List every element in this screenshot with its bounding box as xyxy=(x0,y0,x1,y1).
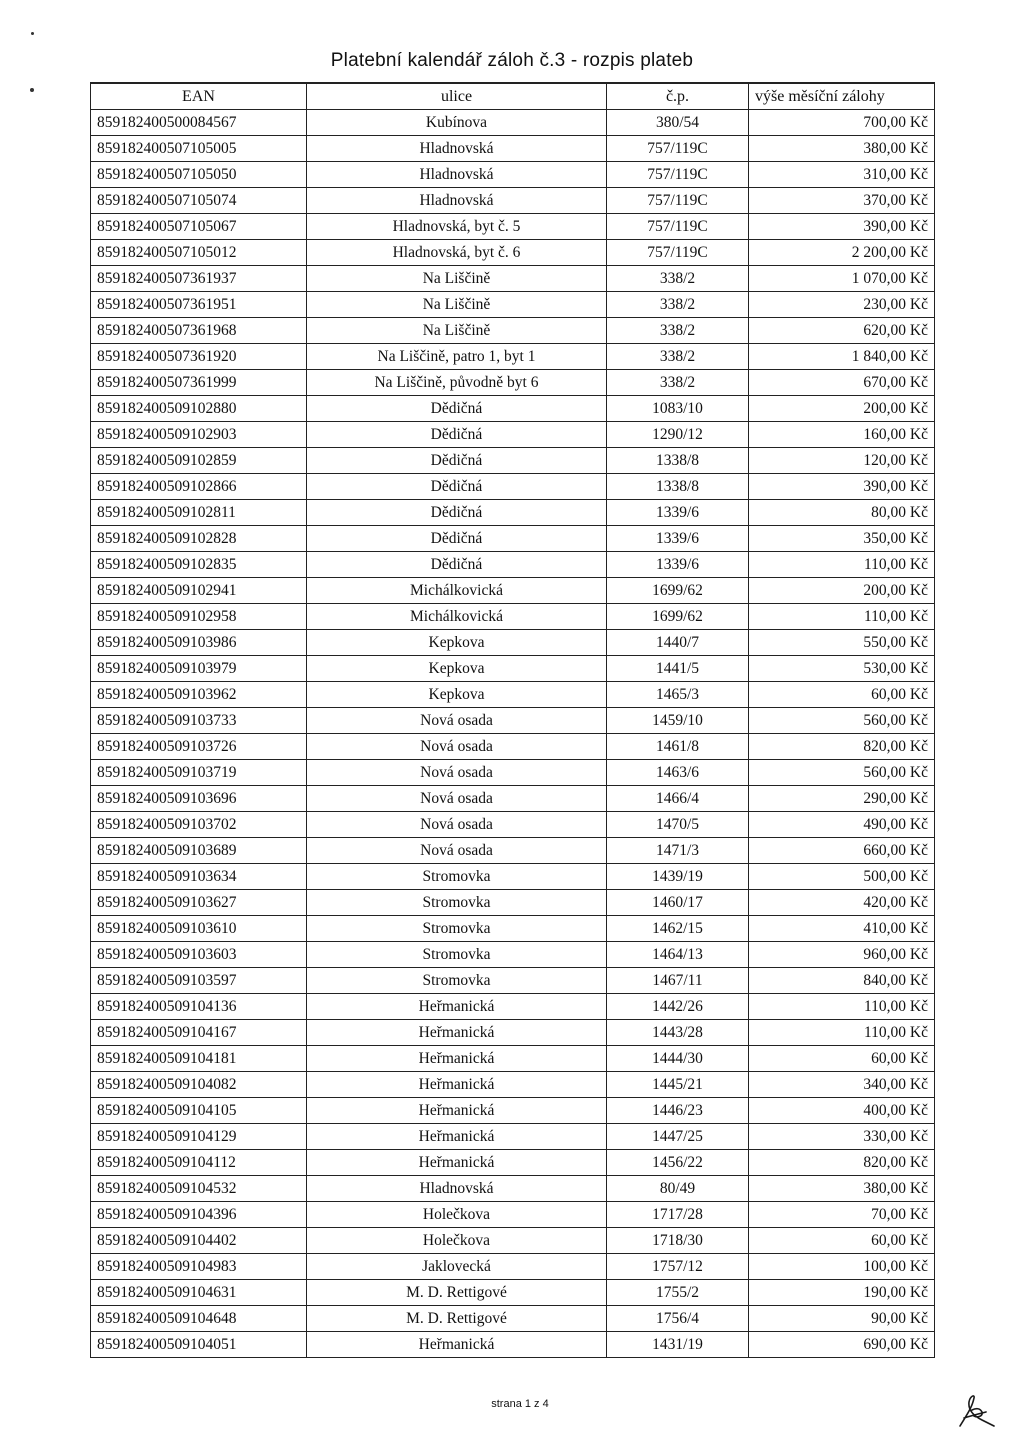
table-row xyxy=(91,812,935,838)
table-row xyxy=(91,994,935,1020)
cell-ean: 859182400507105050 xyxy=(91,162,307,188)
cell-monthly-deposit: 340,00 Kč xyxy=(749,1072,935,1098)
cell-monthly-deposit: 230,00 Kč xyxy=(749,292,935,318)
cell-ulice: Na Liščině, patro 1, byt 1 xyxy=(307,344,607,370)
cell-ulice: Michálkovická xyxy=(307,604,607,630)
cell-monthly-deposit: 620,00 Kč xyxy=(749,318,935,344)
cell-monthly-deposit: 90,00 Kč xyxy=(749,1306,935,1332)
table-row xyxy=(91,1098,935,1124)
cell-ulice: Hladnovská xyxy=(307,1176,607,1202)
cell-cp: 1466/4 xyxy=(607,786,749,812)
cell-cp: 1699/62 xyxy=(607,604,749,630)
cell-cp: 1440/7 xyxy=(607,630,749,656)
cell-monthly-deposit: 110,00 Kč xyxy=(749,1020,935,1046)
cell-ulice: Na Liščině xyxy=(307,292,607,318)
cell-ean: 859182400509103726 xyxy=(91,734,307,760)
cell-cp: 757/119C xyxy=(607,214,749,240)
cell-monthly-deposit: 110,00 Kč xyxy=(749,552,935,578)
cell-ean: 859182400500084567 xyxy=(91,110,307,136)
cell-ulice: Heřmanická xyxy=(307,994,607,1020)
cell-cp: 1339/6 xyxy=(607,526,749,552)
cell-cp: 1717/28 xyxy=(607,1202,749,1228)
cell-ean: 859182400509104051 xyxy=(91,1332,307,1358)
header-ean: EAN xyxy=(91,83,307,110)
cell-ean: 859182400509104402 xyxy=(91,1228,307,1254)
cell-cp: 1699/62 xyxy=(607,578,749,604)
cell-monthly-deposit: 390,00 Kč xyxy=(749,474,935,500)
cell-monthly-deposit: 200,00 Kč xyxy=(749,396,935,422)
cell-cp: 338/2 xyxy=(607,344,749,370)
table-row xyxy=(91,266,935,292)
cell-ean: 859182400509104136 xyxy=(91,994,307,1020)
cell-monthly-deposit: 60,00 Kč xyxy=(749,682,935,708)
cell-ean: 859182400509104983 xyxy=(91,1254,307,1280)
cell-monthly-deposit: 2 200,00 Kč xyxy=(749,240,935,266)
cell-cp: 1462/15 xyxy=(607,916,749,942)
cell-ulice: Heřmanická xyxy=(307,1046,607,1072)
cell-ulice: Nová osada xyxy=(307,760,607,786)
table-row xyxy=(91,318,935,344)
table-row xyxy=(91,968,935,994)
table-row xyxy=(91,422,935,448)
table-body xyxy=(91,110,935,1358)
cell-monthly-deposit: 110,00 Kč xyxy=(749,604,935,630)
cell-ulice: Hladnovská, byt č. 5 xyxy=(307,214,607,240)
table-row xyxy=(91,578,935,604)
table-row xyxy=(91,708,935,734)
cell-ulice: Hladnovská xyxy=(307,188,607,214)
cell-monthly-deposit: 960,00 Kč xyxy=(749,942,935,968)
table-row xyxy=(91,474,935,500)
cell-cp: 1339/6 xyxy=(607,500,749,526)
cell-ulice: Stromovka xyxy=(307,916,607,942)
table-row xyxy=(91,396,935,422)
scan-speck xyxy=(31,32,34,35)
cell-ean: 859182400509103696 xyxy=(91,786,307,812)
table-row xyxy=(91,1332,935,1358)
cell-ulice: Stromovka xyxy=(307,942,607,968)
table-row xyxy=(91,786,935,812)
table-row xyxy=(91,344,935,370)
cell-cp: 1757/12 xyxy=(607,1254,749,1280)
cell-monthly-deposit: 380,00 Kč xyxy=(749,1176,935,1202)
cell-cp: 757/119C xyxy=(607,136,749,162)
cell-monthly-deposit: 1 070,00 Kč xyxy=(749,266,935,292)
cell-monthly-deposit: 660,00 Kč xyxy=(749,838,935,864)
cell-ean: 859182400509104631 xyxy=(91,1280,307,1306)
table-row xyxy=(91,630,935,656)
cell-ean: 859182400509103627 xyxy=(91,890,307,916)
table-row xyxy=(91,1254,935,1280)
cell-monthly-deposit: 60,00 Kč xyxy=(749,1228,935,1254)
table-row xyxy=(91,1150,935,1176)
table-row xyxy=(91,1124,935,1150)
cell-cp: 338/2 xyxy=(607,292,749,318)
table-row xyxy=(91,864,935,890)
cell-ean: 859182400507105067 xyxy=(91,214,307,240)
cell-monthly-deposit: 670,00 Kč xyxy=(749,370,935,396)
cell-ulice: M. D. Rettigové xyxy=(307,1306,607,1332)
table-header-row xyxy=(91,83,935,110)
cell-ulice: Dědičná xyxy=(307,474,607,500)
cell-ean: 859182400509103979 xyxy=(91,656,307,682)
cell-cp: 1439/19 xyxy=(607,864,749,890)
cell-cp: 1456/22 xyxy=(607,1150,749,1176)
cell-ulice: Holečkova xyxy=(307,1228,607,1254)
cell-monthly-deposit: 390,00 Kč xyxy=(749,214,935,240)
cell-cp: 1756/4 xyxy=(607,1306,749,1332)
cell-cp: 757/119C xyxy=(607,162,749,188)
cell-cp: 338/2 xyxy=(607,266,749,292)
table-row xyxy=(91,604,935,630)
table-row xyxy=(91,292,935,318)
cell-ean: 859182400509103689 xyxy=(91,838,307,864)
table-row xyxy=(91,838,935,864)
table-row xyxy=(91,682,935,708)
cell-cp: 380/54 xyxy=(607,110,749,136)
cell-ulice: Hladnovská xyxy=(307,136,607,162)
cell-ean: 859182400509104167 xyxy=(91,1020,307,1046)
cell-ulice: M. D. Rettigové xyxy=(307,1280,607,1306)
cell-ean: 859182400507361999 xyxy=(91,370,307,396)
cell-monthly-deposit: 310,00 Kč xyxy=(749,162,935,188)
cell-cp: 1471/3 xyxy=(607,838,749,864)
cell-ean: 859182400509104129 xyxy=(91,1124,307,1150)
cell-monthly-deposit: 1 840,00 Kč xyxy=(749,344,935,370)
cell-cp: 1446/23 xyxy=(607,1098,749,1124)
table-row xyxy=(91,1046,935,1072)
cell-ulice: Kepkova xyxy=(307,682,607,708)
table-row xyxy=(91,214,935,240)
cell-ulice: Heřmanická xyxy=(307,1124,607,1150)
payment-schedule-table xyxy=(90,82,935,1358)
cell-cp: 80/49 xyxy=(607,1176,749,1202)
cell-ean: 859182400509104532 xyxy=(91,1176,307,1202)
cell-monthly-deposit: 380,00 Kč xyxy=(749,136,935,162)
cell-ean: 859182400509103962 xyxy=(91,682,307,708)
cell-ulice: Dědičná xyxy=(307,552,607,578)
cell-ulice: Dědičná xyxy=(307,422,607,448)
cell-ean: 859182400509102866 xyxy=(91,474,307,500)
cell-cp: 1463/6 xyxy=(607,760,749,786)
cell-ean: 859182400509102828 xyxy=(91,526,307,552)
handwritten-signature-icon xyxy=(952,1386,998,1432)
cell-ulice: Heřmanická xyxy=(307,1020,607,1046)
cell-monthly-deposit: 60,00 Kč xyxy=(749,1046,935,1072)
table-row xyxy=(91,734,935,760)
cell-ean: 859182400509104396 xyxy=(91,1202,307,1228)
cell-ean: 859182400509104181 xyxy=(91,1046,307,1072)
cell-ean: 859182400507105074 xyxy=(91,188,307,214)
table-row xyxy=(91,110,935,136)
cell-cp: 1447/25 xyxy=(607,1124,749,1150)
table-row xyxy=(91,526,935,552)
table-row xyxy=(91,370,935,396)
cell-cp: 1338/8 xyxy=(607,448,749,474)
cell-ulice: Nová osada xyxy=(307,734,607,760)
cell-ean: 859182400507105005 xyxy=(91,136,307,162)
cell-monthly-deposit: 80,00 Kč xyxy=(749,500,935,526)
cell-ean: 859182400509103733 xyxy=(91,708,307,734)
cell-cp: 1470/5 xyxy=(607,812,749,838)
cell-cp: 1443/28 xyxy=(607,1020,749,1046)
cell-monthly-deposit: 190,00 Kč xyxy=(749,1280,935,1306)
table-row xyxy=(91,1306,935,1332)
cell-cp: 1339/6 xyxy=(607,552,749,578)
table-row xyxy=(91,1202,935,1228)
cell-cp: 1467/11 xyxy=(607,968,749,994)
cell-monthly-deposit: 330,00 Kč xyxy=(749,1124,935,1150)
cell-ulice: Hladnovská xyxy=(307,162,607,188)
cell-monthly-deposit: 550,00 Kč xyxy=(749,630,935,656)
cell-ulice: Dědičná xyxy=(307,448,607,474)
cell-ulice: Nová osada xyxy=(307,812,607,838)
cell-ean: 859182400509104112 xyxy=(91,1150,307,1176)
cell-ean: 859182400509102811 xyxy=(91,500,307,526)
cell-ean: 859182400509102958 xyxy=(91,604,307,630)
table-row xyxy=(91,1072,935,1098)
cell-cp: 1459/10 xyxy=(607,708,749,734)
cell-ulice: Michálkovická xyxy=(307,578,607,604)
header-cp: č.p. xyxy=(607,83,749,110)
cell-cp: 1442/26 xyxy=(607,994,749,1020)
cell-monthly-deposit: 420,00 Kč xyxy=(749,890,935,916)
cell-cp: 757/119C xyxy=(607,240,749,266)
cell-monthly-deposit: 160,00 Kč xyxy=(749,422,935,448)
cell-monthly-deposit: 820,00 Kč xyxy=(749,734,935,760)
table-row xyxy=(91,448,935,474)
cell-monthly-deposit: 690,00 Kč xyxy=(749,1332,935,1358)
cell-ean: 859182400507361920 xyxy=(91,344,307,370)
cell-ulice: Nová osada xyxy=(307,838,607,864)
cell-ulice: Dědičná xyxy=(307,396,607,422)
cell-ulice: Na Liščině, původně byt 6 xyxy=(307,370,607,396)
cell-ulice: Stromovka xyxy=(307,890,607,916)
cell-ulice: Hladnovská, byt č. 6 xyxy=(307,240,607,266)
cell-ulice: Heřmanická xyxy=(307,1150,607,1176)
page-title: Platební kalendář záloh č.3 - rozpis plateb xyxy=(330,50,694,71)
table-row xyxy=(91,500,935,526)
cell-ean: 859182400509102903 xyxy=(91,422,307,448)
table-row xyxy=(91,162,935,188)
cell-monthly-deposit: 560,00 Kč xyxy=(749,708,935,734)
cell-monthly-deposit: 500,00 Kč xyxy=(749,864,935,890)
table-row xyxy=(91,1228,935,1254)
table-row xyxy=(91,942,935,968)
cell-ean: 859182400509103719 xyxy=(91,760,307,786)
cell-cp: 1431/19 xyxy=(607,1332,749,1358)
cell-cp: 1445/21 xyxy=(607,1072,749,1098)
cell-cp: 1444/30 xyxy=(607,1046,749,1072)
cell-ulice: Na Liščině xyxy=(307,266,607,292)
cell-cp: 1338/8 xyxy=(607,474,749,500)
cell-cp: 1290/12 xyxy=(607,422,749,448)
cell-cp: 1755/2 xyxy=(607,1280,749,1306)
table-row xyxy=(91,1280,935,1306)
cell-monthly-deposit: 560,00 Kč xyxy=(749,760,935,786)
cell-ean: 859182400509104648 xyxy=(91,1306,307,1332)
cell-cp: 1465/3 xyxy=(607,682,749,708)
cell-monthly-deposit: 120,00 Kč xyxy=(749,448,935,474)
table-row xyxy=(91,1020,935,1046)
cell-monthly-deposit: 490,00 Kč xyxy=(749,812,935,838)
cell-monthly-deposit: 840,00 Kč xyxy=(749,968,935,994)
table-row xyxy=(91,188,935,214)
cell-ulice: Heřmanická xyxy=(307,1072,607,1098)
cell-cp: 1718/30 xyxy=(607,1228,749,1254)
cell-cp: 757/119C xyxy=(607,188,749,214)
cell-monthly-deposit: 110,00 Kč xyxy=(749,994,935,1020)
cell-ean: 859182400509103634 xyxy=(91,864,307,890)
cell-ean: 859182400507361968 xyxy=(91,318,307,344)
cell-ean: 859182400509102880 xyxy=(91,396,307,422)
cell-ulice: Dědičná xyxy=(307,526,607,552)
cell-ulice: Jaklovecká xyxy=(307,1254,607,1280)
table-row xyxy=(91,552,935,578)
cell-ean: 859182400507361937 xyxy=(91,266,307,292)
cell-monthly-deposit: 820,00 Kč xyxy=(749,1150,935,1176)
cell-cp: 1441/5 xyxy=(607,656,749,682)
cell-ulice: Kepkova xyxy=(307,630,607,656)
cell-cp: 1083/10 xyxy=(607,396,749,422)
cell-cp: 1460/17 xyxy=(607,890,749,916)
table-row xyxy=(91,916,935,942)
table-row xyxy=(91,1176,935,1202)
cell-ulice: Na Liščině xyxy=(307,318,607,344)
cell-ean: 859182400507105012 xyxy=(91,240,307,266)
cell-monthly-deposit: 200,00 Kč xyxy=(749,578,935,604)
cell-ulice: Heřmanická xyxy=(307,1098,607,1124)
cell-monthly-deposit: 370,00 Kč xyxy=(749,188,935,214)
cell-ean: 859182400509102941 xyxy=(91,578,307,604)
table-row xyxy=(91,760,935,786)
cell-ulice: Kepkova xyxy=(307,656,607,682)
cell-ean: 859182400509103610 xyxy=(91,916,307,942)
cell-ean: 859182400509104082 xyxy=(91,1072,307,1098)
cell-ulice: Kubínova xyxy=(307,110,607,136)
cell-ean: 859182400509103986 xyxy=(91,630,307,656)
cell-ulice: Stromovka xyxy=(307,864,607,890)
cell-monthly-deposit: 400,00 Kč xyxy=(749,1098,935,1124)
table-row xyxy=(91,890,935,916)
cell-cp: 1464/13 xyxy=(607,942,749,968)
cell-cp: 338/2 xyxy=(607,318,749,344)
cell-monthly-deposit: 530,00 Kč xyxy=(749,656,935,682)
cell-monthly-deposit: 410,00 Kč xyxy=(749,916,935,942)
cell-ulice: Stromovka xyxy=(307,968,607,994)
header-monthly-deposit: výše měsíční zálohy xyxy=(749,83,935,110)
cell-monthly-deposit: 100,00 Kč xyxy=(749,1254,935,1280)
cell-monthly-deposit: 290,00 Kč xyxy=(749,786,935,812)
cell-ean: 859182400509103603 xyxy=(91,942,307,968)
cell-monthly-deposit: 350,00 Kč xyxy=(749,526,935,552)
cell-cp: 1461/8 xyxy=(607,734,749,760)
cell-monthly-deposit: 70,00 Kč xyxy=(749,1202,935,1228)
cell-ean: 859182400509102835 xyxy=(91,552,307,578)
scan-speck xyxy=(30,88,34,92)
cell-monthly-deposit: 700,00 Kč xyxy=(749,110,935,136)
cell-ean: 859182400507361951 xyxy=(91,292,307,318)
cell-ean: 859182400509104105 xyxy=(91,1098,307,1124)
cell-ean: 859182400509103597 xyxy=(91,968,307,994)
cell-ulice: Heřmanická xyxy=(307,1332,607,1358)
cell-ulice: Nová osada xyxy=(307,786,607,812)
table-row xyxy=(91,136,935,162)
cell-ean: 859182400509102859 xyxy=(91,448,307,474)
cell-ulice: Nová osada xyxy=(307,708,607,734)
header-ulice: ulice xyxy=(307,83,607,110)
cell-ulice: Holečkova xyxy=(307,1202,607,1228)
cell-cp: 338/2 xyxy=(607,370,749,396)
cell-ean: 859182400509103702 xyxy=(91,812,307,838)
page-number: strana 1 z 4 xyxy=(491,1398,549,1410)
table-row xyxy=(91,240,935,266)
table-row xyxy=(91,656,935,682)
cell-ulice: Dědičná xyxy=(307,500,607,526)
